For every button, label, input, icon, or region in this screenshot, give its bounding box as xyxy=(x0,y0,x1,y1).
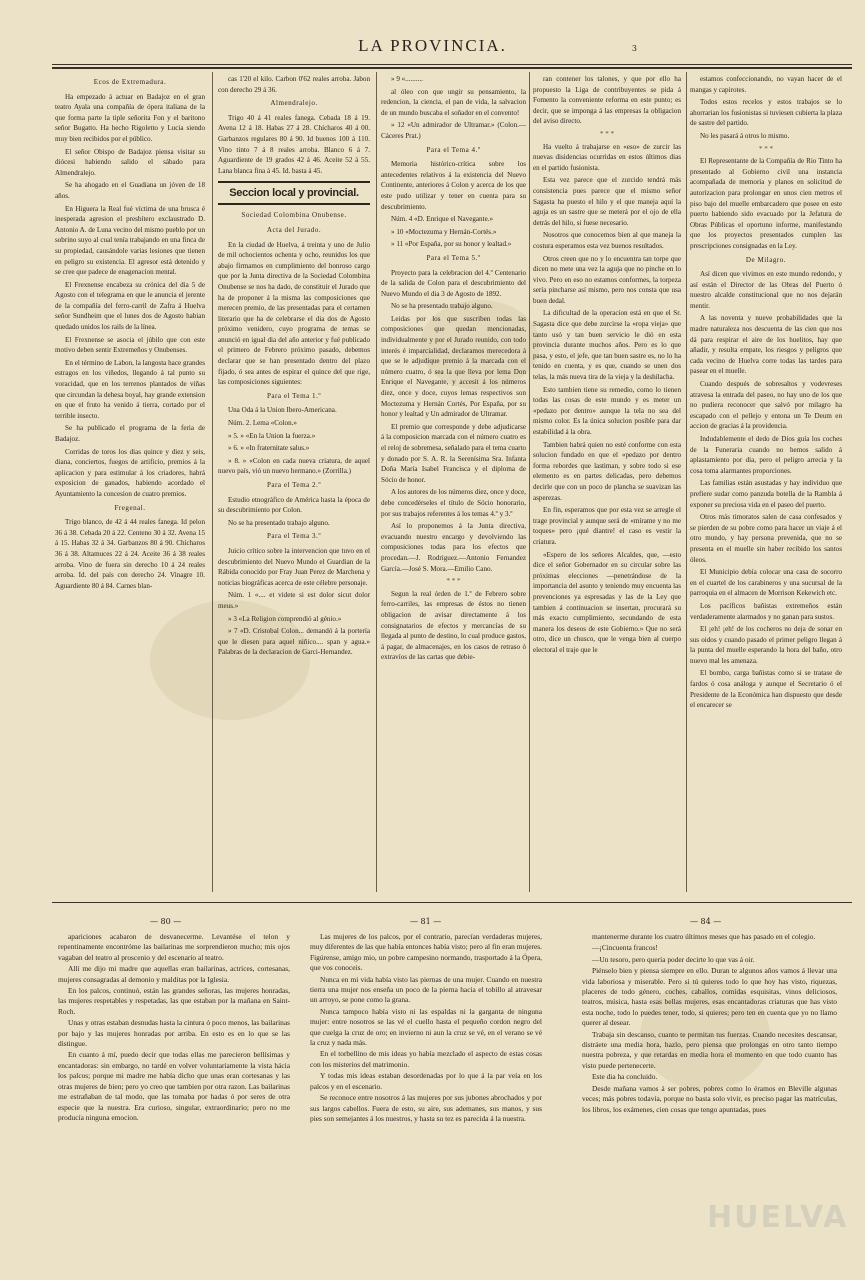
paragraph: » 9 «.......... xyxy=(391,75,423,83)
paragraph: » 3 «La Religion comprendió al génio.» xyxy=(228,614,342,623)
paragraph: mantenerme durante los cuatro últimos meses que has pasado en el colegio. xyxy=(592,932,816,941)
paragraph: El señor Obispo de Badajoz piensa visitar su diócesi habiendo salido el sábado para Almendralejo. xyxy=(55,147,205,177)
paragraph: El Representante de la Compañía de Rio Tinto ha presentado al Gobierno civil una instancia acompañada de memoria y planos en solicitud de autorizacion para prolongar en unos cien metros el piso bajo del muelle embarcadero que posee en este puerto habiendo sido evacuado por la Jefatura de Obras Públicas el oportuno informe, manifestando que los proyectos presentados cumplen las prescripciones consignadas en la Ley. xyxy=(690,157,842,250)
paragraph: Todos estos recelos y estos trabajos se lo ahorrarian los fusionistas si tuviesen cubierta la plaza de sastre del partido. xyxy=(690,98,842,128)
paragraph: » 8. » «Colon en cada nueva criatura, de aquel nuevo país, vió un nuevo hermano.» (Zorrilla.) xyxy=(218,456,370,476)
paragraph: Trigo blanco, de 42 á 44 reales fanega. Id pelon 36 á 38. Cebada 20 á 22. Centeno 30 á 32. Avena 15 á 15. Habas 32 á 34. Garbanzos 80 á 90. Chícharos 36 á 38. Altamuces 22 á 24. Aceite 36 á 38 reales arroba. Vino de fuera sin derecho 10 á 24 reales arroba. Id. del país con derecho 24. Vinagre 10. Aguardiente 80 á 84. Carnes blan- xyxy=(55,518,205,590)
folletin-page-number: — 80 — xyxy=(150,917,182,926)
column-separator xyxy=(686,72,687,892)
article-heading: Para el Tema 4.º xyxy=(426,145,481,154)
page-mark: 3 xyxy=(631,44,637,53)
paragraph: Así lo proponemos á la Junta directiva, evacuando nuestro encargo y devolviendo las composiciones todas para los efectos que procedan.—J. Rodriguez.—Antonio Fernandez García.—José S. Mora.—Emilio Cano. xyxy=(381,522,526,573)
paragraph: » 11 «Por España, por su honor y lealtad.» xyxy=(391,240,512,249)
column-4 xyxy=(533,74,681,890)
paragraph: El Frexnense se asocia el júbilo que con este motivo deben sentir Extremeños y Onubenses. xyxy=(55,335,205,355)
paragraph: apariciones acabaron de desvanecerme. Levantése el telon y repentinamente encontróme las bailarinas me sorprendieron mucho; mis ojos vagaban del teatro al proscenio y del escenario al teatro. xyxy=(58,932,290,962)
paragraph: Indudablemente el dedo de Dios guía los coches de la Funeraria cuando no hemos salido á aplastamiento por dia, pero el peligro arrecia y la cosa toma alarmantes proporciones. xyxy=(690,435,842,475)
column-separator xyxy=(212,72,213,892)
paragraph: Unas y otras estaban desnudas hasta la cintura ó poco menos, las bailarinas por bajo y las mujeres honradas por arriba. En esto es en lo que se las distingue. xyxy=(58,1018,290,1049)
masthead-title: LA PROVINCIA. xyxy=(358,36,507,55)
paragraph: Allí me dijo mi madre que aquellas eran bailarinas, actrices, cortesanas, mujeres consagradas al demonio y malditas por la Iglesia. xyxy=(58,964,290,984)
paragraph: Las mujeres de los palcos, por el contrario, parecían verdaderas mujeres, muy diferentes de las que había entonces había visto; pero al fin eran mujeres. Figúrense, amigo mio, un pobre campesino normando, trasportado á la Ópera, que vos conoceis. xyxy=(310,932,542,973)
column-separator xyxy=(376,72,377,892)
paragraph: En el torbellino de mis ideas yo había mezclado el aspecto de estas cosas con los misterios del matrimonio. xyxy=(310,1049,542,1069)
paragraph: Así dicen que vivimos en este mundo redondo, y así están el Director de las Obras del Puerto ó nuestro alcalde constitucional que no nos dejarán mentir. xyxy=(690,270,842,310)
paragraph: No les pasará á otros lo mismo. xyxy=(700,131,790,140)
paragraph: No se ha presentado trabajo alguno. xyxy=(391,302,493,311)
paragraph: Otros más timoratos salen de casa confesados y se pierden de su pobre como para hacer un viaje á el otro mundo, y hay persona prevenida, que no se presenta en el muelle sin haber recibido los santos óleos. xyxy=(690,513,842,564)
paragraph: cas 1'20 el kilo. Carbon 0'62 reales arroba. Jabon con derecho 29 á 36. xyxy=(218,75,370,94)
paragraph: ran contener los talones, y que por ello ha propuesto la Liga de contribuyentes se pida á Fomento la conveniente reforma en este punto; es decir, que se imponga á las empresas la obligacion del aviso directo. xyxy=(533,75,681,126)
column-separator xyxy=(529,72,530,892)
paragraph: Se reconoce entre nosotros á las mujeres por sus jubones abrochados y por sus largos cabellos. Fuera de esto, su aire, sus ademanes, sus manos, y sus pies son semejantes á los nuestros, y hasta su tez es parecida á la nuestra. xyxy=(310,1093,542,1123)
article-heading: Para el Tema 3.º xyxy=(266,532,322,541)
paragraph: estamos confeccionando, no vayan hacer de el mangas y capirotes. xyxy=(690,75,842,94)
article-separator: * * * xyxy=(446,577,461,586)
folletin-column-1 xyxy=(58,932,290,1232)
paragraph: Núm. 4 «D. Enrique el Navegante.» xyxy=(391,215,494,224)
paragraph: Segun la real órden de 1.º de Febrero sobre ferro-carriles, las empresas de éstos no tienen obligacion de avisar directamente á los consignatarios de efectos y mercancías de su llegada al punto de destino, lo cual produce gastos, á pagar, de almacenajes, en los casos de retraso ó extravíos de las cartas que debie- xyxy=(381,589,526,662)
paragraph: En los palcos, continuó, están las grandes señoras, las mujeres honradas, las mujeres respetables y respetadas, las que estaban por la mañana en Saint-Roch. xyxy=(58,986,290,1016)
folletin-page-number: — 84 — xyxy=(690,917,722,926)
column-1 xyxy=(55,74,205,890)
paragraph: Una Oda á la Union Ibero-Americana. xyxy=(228,406,337,415)
column-5 xyxy=(690,74,842,890)
paragraph: Trabaja sin descanso, cuanto te permitan tus fuerzas. Cuando necesites descansar, distráete una media hora, hazlo, pero piensa que prolongas en otro tanto tiempo nuestra pobreza, y que retardas en media hora el momento en que todo cuanto has visto puede pertenecerte. xyxy=(582,1029,837,1070)
paragraph: —¡Cincuenta francos! xyxy=(592,943,658,953)
paragraph: El ¡eh! ¡eh! de los cocheros no deja de sonar en sus oidos y cuando pasado el primer peligro llegan á la punta del muelle esperando la hora del baño, otro nuevo mal les amenaza. xyxy=(690,625,842,665)
header-rule-thick xyxy=(52,67,852,69)
paragraph: Cuando después de sobresaltos y vodevreses atravesa la entrada del paseo, no hay uno de los que no pudiera reconocer que salvó por milagro ha escapado con el pellejo y entona un Te Deum en accion de gracias á la providencia. xyxy=(690,380,842,431)
paragraph: El Municipio debía colocar una casa de socorro en el cuartel de los carabineros y una sucursal de la parroquia en el almacen de Morrison Kekewich etc. xyxy=(690,568,842,598)
library-watermark: HUELVA xyxy=(707,1200,849,1235)
article-heading: Para el Tema 2.º xyxy=(266,481,322,489)
article-heading: Acta del Jurado. xyxy=(266,225,322,234)
paragraph: Piénselo bien y piensa siempre en ello. Duran te algunos años vamos á llevar una vida laboriosa y miserable. Pero si tú quieres todo lo que hoy has visto, riquezas, placeres de todo género, coches, caballos, comidas esquisitas, vinos deliciosos, teatros, música, hasta esas bellas mujeres, esas encantadoras criaturas que has visto esta noche, todo lo puedes tener, todo, si quieres; pero ten en cuenta que yo no llamo querer al desear. xyxy=(582,966,837,1028)
article-heading: Fregenal. xyxy=(114,503,146,512)
article-heading: De Milagro. xyxy=(745,255,787,264)
paragraph: al óleo con que ungir su pensamiento, la redencion, la ciencia, el pan de vida, la salvacion de un mundo buscaba el soñador en el convento! xyxy=(381,87,526,117)
paragraph: Las familias están asustadas y hay individuo que prefiere sudar como panzuda botella de la Rambla á exponer su preciosa vida en el paseo del puerto. xyxy=(690,479,842,509)
paragraph: Nunca en mi vida había visto las piernas de una mujer. Cuando en nuestra tierra una mujer nos enseña un poco de la pierna hacia el tobillo al atravesar un arroyo, se pone como la grana. xyxy=(310,974,542,1005)
paragraph: En el término de Labon, la langosta hace grandes estragos en los viñedos, llegando á tal punto su voracidad, que en los terrenos plantados de viñas que circundan la dehesa boyal, hay grande extension en que el fruto ha venido á tierra, cortado por el terrible insecto. xyxy=(55,358,205,420)
paragraph: Desde mañana vamos á ser pobres, pobres como lo éramos en Bleville algunas veces; más pobres todavía, porque no basta solo vivir, es preciso pagar las matrículas, los libros, los exámenes, cien cosas que tengo apuntadas, pues xyxy=(582,1083,837,1114)
folletin-page-number: — 81 — xyxy=(410,917,442,926)
paragraph: Ha vuelto á trabajarse en «eso» de zurcir las nuevas disidencias ocurridas en estos últimos dias en el partido fusionista. xyxy=(533,142,681,172)
paragraph: A las noventa y nueve probabilidades que la madre naturaleza nos descuenta de las cien que nos dá para respirar el aire de los huelitos, hay que añadir, y resulta empate, los riesgos y peligros que cada vecino de Huelva corre todas las tardes para pasear en el muelle. xyxy=(690,314,842,376)
paragraph: En la ciudad de Huelva, á treinta y uno de Julio de mil ochocientos ochenta y ocho, reunidos los que abajo firmamos en cumplimiento del honroso cargo que por la Junta directiva de la Sociedad Colombina Onubense se nos ha dado, de constituir el Jurado que ha de proponer á la misma las composiciones que merecen premio, de las presentadas para el certamen literario que ha de celebrarse el dia dos de Agosto próximo venidero, cuyo programa de temas se anunció en igual dia del año anterior y fué publicado el primero de Febrero próximo pasado, debemos declarar que se han presentado dentro del plazo fijado, ó sea antes de espirar el quince del que rige, las composiciones siguientes: xyxy=(218,240,370,387)
paragraph: La dificultad de la operacion está en que el Sr. Sagasta dice que debe zurcirse la «ropa vieja» que tanto usó y tan buen servicio le dió en esta provincia durante muchos años. Pero es lo que pasa, y esto, el jefe, que tan buen sastre es, no lo ha tenido en cuenta, y es que, cuando se unen dos telas, la más nueva tira de la vieja y la deshilacha. xyxy=(533,309,681,382)
folletin-column-3 xyxy=(582,932,837,1232)
article-heading: Ecos de Extremadura. xyxy=(93,78,167,86)
paragraph: Otros creen que no y lo encuentra tan torpe que dicen no mete una vez la aguja que no pinche en lo vivo. Pero en eso no estamos conformes, la torpeza sería pincharse así mismo, pero nos consta que usa buen dedal. xyxy=(533,254,681,305)
column-2 xyxy=(218,74,370,890)
paragraph: Tambien habrá quien no esté conforme con esta solucion fundado en que el «pedazo por dentro forma rebordes que lastiman, y sobre todo si ese elemento es en partes delicadas, pero debemos decirle que con un poco de plancha se suavizan las asperezas. xyxy=(533,440,681,502)
folletin-rule xyxy=(52,902,852,903)
header-rule xyxy=(52,64,852,65)
paragraph: En cuanto á mí, puedo decir que todas ellas me parecieron bellísimas y encantadoras: sin embargo, no tardé en volver voluntariamente la vista hácia los palcos; porque mi madre me había dicho que unas eran cortesanas y las otras mujeres de bien; pero yo creo que tambien por otra razon. Las bailarinas me estrañaban de tal modo, que las tomaba por hadas ó por seres de otra especie que la nuestra. Era curioso, singular, extraordinario; pero no me producía ninguna emocion. xyxy=(58,1050,290,1122)
paragraph: En Higuera la Real fué víctima de una brusca é inesperada agresion el presbítero exclaustrado D. Antonio A. de Luna vecino del mismo pueblo por un sobrino suyo al cual tenía trabajando en una finca de su propiedad, causándole varias lesiones que tienen en peligro su existencia. El agresor está detenido y se cree que padece de enagenacion mental. xyxy=(55,204,205,277)
paragraph: » 12 «Un admirador de Ultramar.» (Colon.—Cáceres Prat.) xyxy=(381,121,526,140)
paragraph: » 7 «D. Cristobal Colon... demandó á la portería que le diesen para aquel niñico.... span y agua.» Palabras de la declaracion de Garci-Hernandez. xyxy=(218,627,370,657)
paragraph: » 6. » «In fraternitate salus.» xyxy=(228,444,310,453)
paragraph: Estudio etnográfico de América hasta la época de su descubrimiento por Colon. xyxy=(218,495,370,515)
paragraph: «Espero de los señores Alcaldes, que, —esto dice el señor Gobernador en su circular sobre las próximas elecciones —penetrándose de la importancia del asunto y teniendo muy encuenta las prevenciones ya espresadas y las de la Ley que tambien á continuacion se insertan, procurará su más exacto cumplimiento, secundando de esta manera los deseos de este Gobierno.» Que no será otro, dice un chusco, que le venga bien al cuerpo electoral el traje que le xyxy=(533,550,681,654)
paragraph: » 10 «Moctezuma y Hernán-Cortés.» xyxy=(391,227,497,236)
paragraph: Juicio crítico sobre la intervencion que tuvo en el descubrimiento del Nuevo Mundo el Guardian de la Rábida conocido por Fray Juan Perez de Marchena y noticias biográficas acerca de este célebre personaje. xyxy=(218,546,370,587)
column-3 xyxy=(381,74,526,890)
paragraph: » 5. » «En la Union la fuerza.» xyxy=(228,431,316,440)
paragraph: Este dia ha concluido. xyxy=(592,1072,658,1082)
article-heading: Para el Tema 5.º xyxy=(426,253,481,262)
paragraph: Los pacíficos bañistas extremeños están verdaderamente alarmados y no ganan para sustos. xyxy=(690,601,842,621)
paragraph: No se ha presentado trabajo alguno. xyxy=(228,518,330,527)
article-separator: * * * xyxy=(758,144,774,153)
paragraph: Proyecto para la celebracion del 4.º Centenario de la salida de Colon para el descubrimiento del Nuevo Mundo el dia 3 de Agosto de 1892. xyxy=(381,268,526,298)
paragraph: Se ha publicado el programa de la feria de Badajoz. xyxy=(55,424,205,443)
paragraph: —Un tesoro, pero quería poder decirte lo que vas á oir. xyxy=(592,954,755,964)
article-separator: * * * xyxy=(599,129,615,138)
paragraph: Nosotros que conocemos bien al que maneja la costura esperamos esta vez buenos resultados. xyxy=(533,231,681,250)
paragraph: Corridas de toros los dias quince y diez y seis, diana, conciertos, fuegos de artificio, premios á la aplicacion y para estimular á los criadores, habrá exposicion de ganados, habiendo acordado el Ayuntamiento la concesion de cuatro premios. xyxy=(55,447,205,498)
paragraph: Leidas por los que suscriben todas las composiciones que quedan mencionadas, individualmente y por el Jurado reunido, con todo interés é imparcialidad, declaramos merecedora á que se le adjudique premio á la marcada con el número cuatro, ó sea la que lleva por lema Don Enrique el Navegante, y accesit á los números diez, once y doce, cuyos lemas respectivos son Moctezuma y Hernán Cortés, Por España, por su honor y lealtad y Un admirador de Ultramar. xyxy=(381,314,526,419)
paragraph: El Frexnense encabeza su crónica del dia 5 de Agosto con el telegrama en que le anuncia el jerente de la compañía del ferro-carril de Zafra á Huelva señor Sundheim que el lunes dos de Agosto habian quedado unidos los rails de la línea. xyxy=(55,280,205,332)
paragraph: Ha empezado á actuar en Badajoz en el gran teatro Ayala una compañía de ópera italiana de la que forma parte la tiple señorita Fon y el barítono señor Bugatto. Ha hecho Rigoletto y Lucia siendo muy bien recibidos por el público. xyxy=(55,92,205,143)
paragraph: Esta vez parece que el zurcido tendrá más consistencia pues parece que el mismo señor Sagasta ha puesto el hilo y el que maneja aquí la aguja es un sastre que se meterá por el ojo de ella detrás del hilo, si fuese necesario. xyxy=(533,176,681,227)
folletin-column-2 xyxy=(310,932,542,1232)
paragraph: Y todas mis ideas estaban desordenadas por lo que á la par veía en los palcos y en el escenario. xyxy=(310,1071,542,1091)
paragraph: Esto tambien tiene su remedio, como lo tienen todas las cosas de este mundo y es meter un «pedazo por dentro» aunque la tela no sea del mismo color. Es la única solucion posible para dar estabilidad á la obra. xyxy=(533,385,681,436)
paragraph: El premio que corresponde y debe adjudicarse á la composicion marcada con el número cuatro es el reloj de sobremesa, señalado para el tema cuarto y donado por S. A. R. la Serenísima Sra. Infanta Doña María Isabel Francisca y el diploma de Sócio de honor. xyxy=(381,422,526,484)
paragraph: El bombo, carga bañistas como si se tratase de fardos ó cosa análoga y aunque el Secretario ó el Presidente de la Económica han dispuesto que desde el encarecer se xyxy=(690,669,842,710)
article-heading: Para el Tema 1.º xyxy=(266,391,322,400)
article-heading: Almendralejo. xyxy=(270,99,318,108)
paragraph: Núm. 1 «.... et videte si est dolor sicut dolor meus.» xyxy=(218,591,370,610)
section-heading: Seccion local y provincial. xyxy=(218,181,370,205)
paragraph: Se ha ahogado en el Guadiana un jóven de 18 años. xyxy=(55,181,205,200)
paragraph: Nunca tampoco había visto ni las espaldas ni la garganta de ninguna mujer: entre nosotros se las vé el cuello hasta el pequeño cordon negro del que cuelga la cruz de oro; en invierno ni aun la cruz se vé, en el verano se vé la cruz y nada más. xyxy=(310,1006,542,1048)
article-heading: Sociedad Colombina Onubense. xyxy=(241,211,347,220)
paragraph: En fin, esperamos que por esta vez se arregle el trage provincial y aunque será de «mírame y no me toques» pero ¡qué diantre! el caso es vestir la criatura. xyxy=(533,506,681,546)
paragraph: Memoria histórico-crítica sobre los antecedentes relativos á la existencia del Nuevo Continente, anteriores á Colon y acerca de los que este pudo utilizar y tener en cuenta para su descubrimiento. xyxy=(381,160,526,211)
paragraph: A los autores de los números diez, once y doce, debe concedérseles el título de Sócio honorario, por sus trabajos referentes á los temas 4.º y 3.º xyxy=(381,488,526,518)
paragraph: Trigo 40 á 41 reales fanega. Cebada 18 á 19. Avena 12 á 18. Habas 27 á 28. Chícharos 40 á 00. Garbanzos regulares 80 á 90. Id buenos 100 á 110. Vino tinto 7 á 8 reales arroba. Blanco 6 á 7. Aguardiente de 19 grados 42 á 46. Aceite 52 á 55. Lana blanca fina á 45. Id. basta á 45. xyxy=(218,113,370,175)
paragraph: Núm. 2. Lema «Colon.» xyxy=(228,419,297,428)
